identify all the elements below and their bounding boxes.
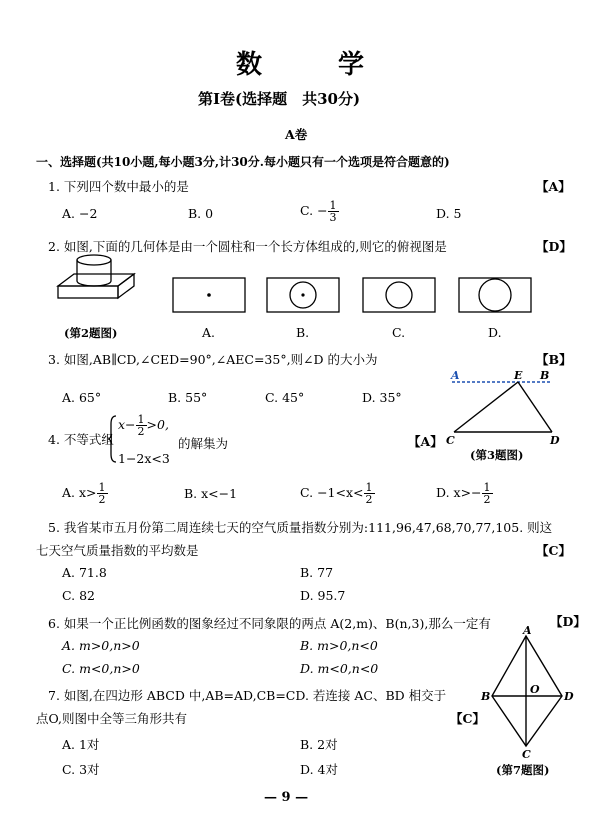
q2-option-b-figure [266, 277, 340, 313]
q7-option-a: A. 1对 [62, 737, 100, 752]
page-title-right: 学 [338, 50, 367, 80]
q7-line1: 7. 如图,在四边形 ABCD 中,AB=AD,CB=CD. 若连接 AC、BD 相交于 [48, 688, 447, 703]
q2-label-c: C. [392, 325, 406, 340]
q5-option-b: B. 77 [300, 565, 334, 580]
q2-answer: 【D】 [536, 239, 572, 254]
q5-line1: 5. 我省某市五月份第二周连续七天的空气质量指数分别为:111,96,47,68,70,77,105. 则这 [48, 520, 553, 535]
q6-option-a: A. m>0,n>0 [62, 638, 140, 653]
q2-solid-figure [48, 254, 138, 314]
q6-option-b: B. m>0,n<0 [300, 638, 378, 653]
section-a-title: A卷 [285, 127, 308, 142]
q7-point-c: C [522, 748, 531, 761]
q3-option-d: D. 35° [362, 390, 402, 405]
q7-option-b: B. 2对 [300, 737, 338, 752]
q2-label-a: A. [202, 325, 216, 340]
q4-ineq-1: x− $\frac{1}{2}$ >0, [118, 413, 169, 438]
q1-option-b: B. 0 [188, 206, 214, 221]
page-number: — 9 — [264, 790, 309, 805]
q1-stem: 1. 下列四个数中最小的是 [48, 179, 189, 194]
q3-stem: 3. 如图,AB∥CD,∠CED=90°,∠AEC=35°,则∠D 的大小为 [48, 352, 378, 367]
q4-ineq-2: 1−2x<3 [118, 451, 170, 466]
q4-answer: 【A】 [408, 434, 443, 449]
q1-option-c: C. − $\frac{1}{3}$ [300, 199, 337, 224]
q2-label-b: B. [296, 325, 310, 340]
q7-point-b: B [481, 690, 491, 703]
q2-caption: (第2题图) [64, 326, 118, 340]
q3-answer: 【B】 [536, 352, 572, 367]
q3-option-b: B. 55° [168, 390, 208, 405]
q7-line2: 点O,则图中全等三角形共有 [36, 711, 187, 726]
q5-answer: 【C】 [536, 543, 571, 558]
q6-option-c: C. m<0,n>0 [62, 661, 140, 676]
q4-brace [108, 414, 118, 464]
q2-stem: 2. 如图,下面的几何体是由一个圆柱和一个长方体组成的,则它的俯视图是 [48, 239, 447, 254]
q6-stem: 6. 如果一个正比例函数的图象经过不同象限的两点 A(2,m)、B(n,3),那么一定有 [48, 616, 491, 631]
q3-point-a: A [451, 369, 460, 382]
q1-option-a: A. −2 [62, 206, 98, 221]
q2-option-c-figure [362, 277, 436, 313]
q5-option-c: C. 82 [62, 588, 95, 603]
q6-option-d: D. m<0,n<0 [300, 661, 379, 676]
section-heading: 一、选择题(共10小题,每小题3分,计30分.每小题只有一个选项是符合题意的) [36, 155, 450, 169]
q4-option-b: B. x<−1 [184, 486, 238, 501]
q3-point-b: B [540, 369, 550, 382]
q5-line2: 七天空气质量指数的平均数是 [36, 543, 199, 558]
q7-option-c: C. 3对 [62, 762, 100, 777]
q3-point-d: D [550, 434, 560, 447]
q4-stem-prefix: 4. 不等式组 [48, 432, 114, 447]
q1-option-d: D. 5 [436, 206, 462, 221]
q5-option-a: A. 71.8 [62, 565, 107, 580]
q2-option-d-figure [458, 277, 532, 313]
q4-option-a: A. x> $\frac{1}{2}$ [62, 481, 106, 506]
q3-caption: (第3题图) [470, 448, 524, 462]
q3-point-c: C [446, 434, 455, 447]
q4-stem-suffix: 的解集为 [178, 436, 229, 451]
q7-caption: (第7题图) [496, 763, 550, 777]
q1-answer: 【A】 [536, 179, 571, 194]
page-title-left: 数 [236, 50, 265, 80]
q2-option-a-figure [172, 277, 246, 313]
q4-option-d: D. x>− $\frac{1}{2}$ [436, 481, 491, 506]
q7-point-a: A [523, 624, 532, 637]
q6-answer: 【D】 [550, 614, 586, 629]
q7-figure [478, 624, 578, 761]
q7-answer: 【C】 [450, 711, 485, 726]
q7-point-d: D [564, 690, 574, 703]
q3-point-e: E [514, 369, 523, 382]
q4-option-c: C. −1<x< $\frac{1}{2}$ [300, 481, 373, 506]
q2-label-d: D. [488, 325, 502, 340]
q3-figure [440, 368, 565, 448]
volume-title: 第Ⅰ卷(选择题 共30分) [198, 90, 361, 108]
q7-point-o: O [530, 683, 540, 696]
q3-option-c: C. 45° [265, 390, 305, 405]
q3-option-a: A. 65° [62, 390, 102, 405]
q7-option-d: D. 4对 [300, 762, 338, 777]
q5-option-d: D. 95.7 [300, 588, 346, 603]
